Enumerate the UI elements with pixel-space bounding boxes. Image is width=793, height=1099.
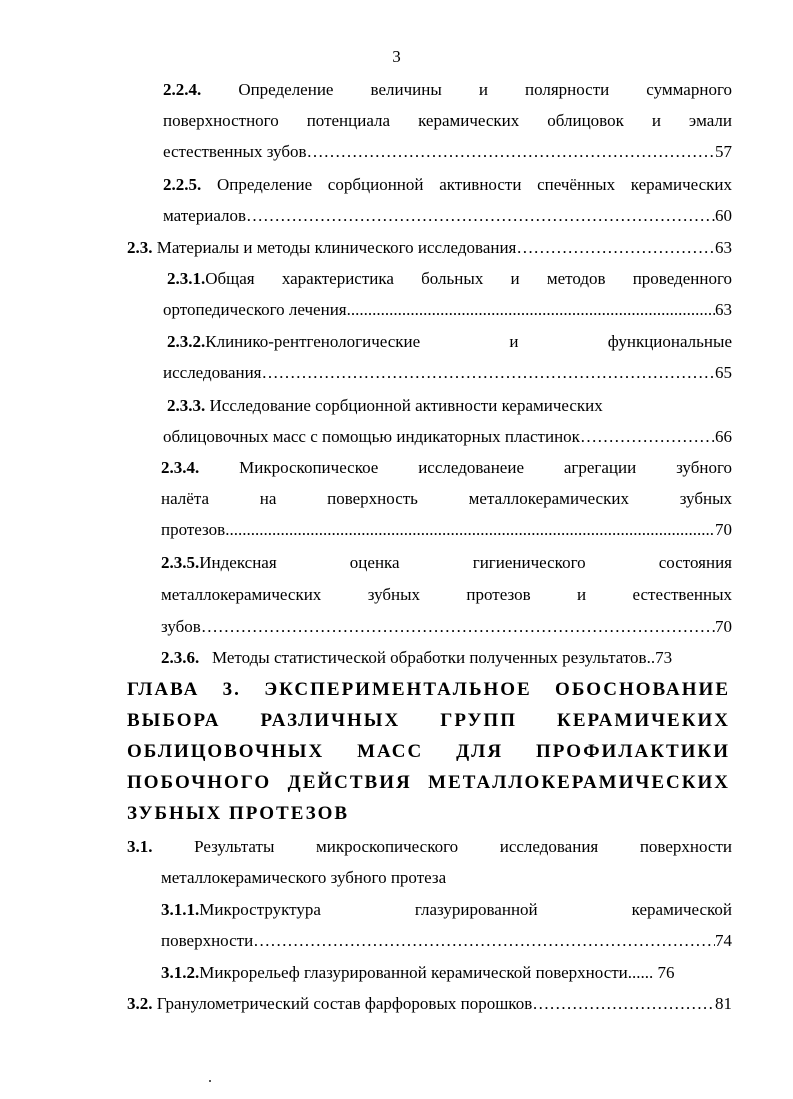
toc-entry-2-3-1-line1: 2.3.1.Общая характеристика больных и методов проведенного	[167, 269, 732, 288]
toc-entry-2-3-6: 2.3.6. Методы статистической обработки полученных результатов..73	[161, 648, 673, 667]
toc-entry-3-1-1-line1: 3.1.1.Микроструктура глазурированной керамической	[161, 900, 732, 919]
toc-entry-2-2-5-line2: материалов ……………………………………………………………………………………………………………………………………………………………………… 60	[163, 205, 732, 227]
toc-entry-2-3-2-line1: 2.3.2.Клинико-рентгенологические и функциональные	[167, 332, 732, 351]
toc-entry-3-1-2: 3.1.2.Микрорельеф глазурированной керамической поверхности...... 76	[161, 963, 675, 982]
chapter-3-title-line5: ЗУБНЫХ ПРОТЕЗОВ	[127, 803, 350, 824]
toc-entry-2-3-4-line3: протезов ..... 70	[161, 519, 732, 541]
chapter-3-title-line3: ОБЛИЦОВОЧНЫХ МАСС ДЛЯ ПРОФИЛАКТИКИ	[127, 741, 730, 762]
toc-entry-2-2-4-line3: естественных зубов ……………………………………………………………………………………………………………………………………………………………………… 57	[163, 141, 732, 163]
toc-entry-2-3-3-line2: облицовочных масс с помощью индикаторных пластинок ……………………………………………………………………………………………………………………………………………………………………… 66	[163, 426, 732, 448]
toc-entry-3-2: 3.2. Гранулометрический состав фарфоровых порошков ……………………………………………………………………………………………………………………………………………………………………… 81	[127, 993, 732, 1015]
page-number: 3	[392, 47, 401, 66]
toc-entry-2-3-3-line1: 2.3.3. Исследование сорбционной активности керамических	[167, 396, 603, 415]
toc-entry-2-3-4-line1: 2.3.4. Микроскопическое исследованеие агрегации зубного	[161, 458, 733, 477]
toc-entry-2-3-2-line2: исследования ……………………………………………………………………………………………………………………………………………………………………… 65	[163, 362, 732, 384]
toc-entry-2-2-4-line2: поверхностного потенциала керамических облицовок и эмали	[163, 111, 732, 130]
chapter-3-title-line4: ПОБОЧНОГО ДЕЙСТВИЯ МЕТАЛЛОКЕРАМИЧЕСКИХ	[127, 772, 730, 793]
toc-entry-2-3-5-line3: зубов ……………………………………………………………………………………………………………………………………………………………………… 70	[161, 616, 732, 638]
chapter-3-title-line1: ГЛАВА 3. ЭКСПЕРИМЕНТАЛЬНОЕ ОБОСНОВАНИЕ	[127, 679, 730, 700]
toc-entry-2-2-5-line1: 2.2.5. Определение сорбционной активности спечённых керамических	[163, 175, 732, 194]
toc-entry-2-2-4-line1: 2.2.4. Определение величины и полярности суммарного	[163, 80, 732, 99]
toc-entry-2-3-5-line1: 2.3.5.Индексная оценка гигиенического состояния	[161, 553, 732, 572]
chapter-3-title-line2: ВЫБОРА РАЗЛИЧНЫХ ГРУПП КЕРАМИЧЕКИХ	[127, 710, 730, 731]
toc-entry-3-1-line1: 3.1. Результаты микроскопического исследования поверхности	[127, 837, 732, 856]
toc-entry-3-1-1-line2: поверхности ……………………………………………………………………………………………………………………………………………………………………… 74	[161, 930, 732, 952]
toc-entry-2-3-4-line2: налёта на поверхность металлокерамических зубных	[161, 489, 732, 508]
toc-entry-2-3-1-line2: ортопедического лечения ..... 63	[163, 299, 732, 321]
toc-entry-2-3-5-line2: металлокерамических зубных протезов и естественных	[161, 585, 732, 604]
scan-speck	[209, 1080, 211, 1082]
toc-entry-2-3: 2.3. Материалы и методы клинического исследования ……………………………………………………………………………………………………………………………………………………………………… 63	[127, 237, 732, 259]
toc-entry-3-1-line2: металлокерамического зубного протеза	[161, 868, 447, 887]
